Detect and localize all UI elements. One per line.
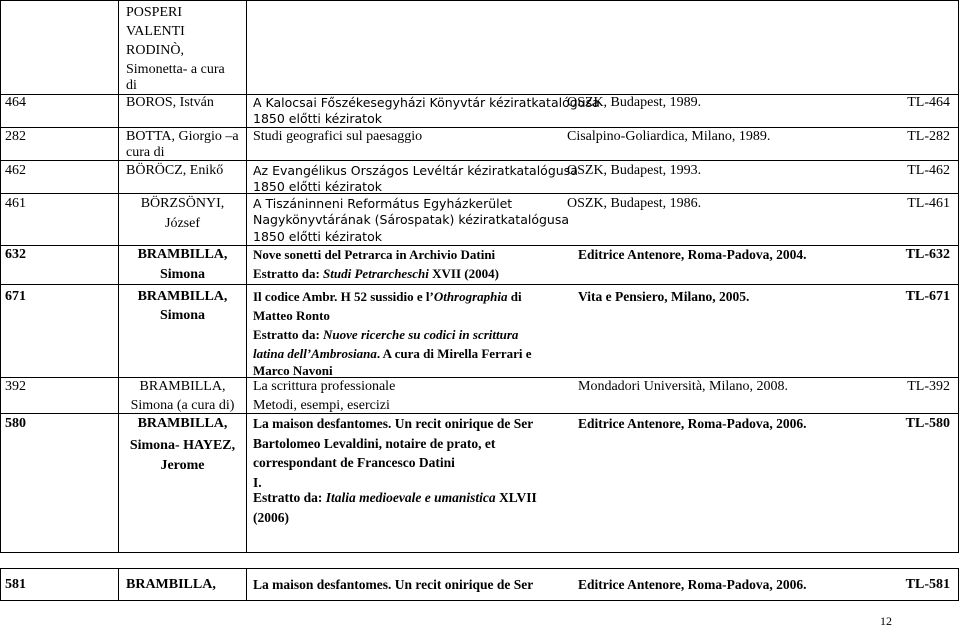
record-number: 392 bbox=[5, 379, 26, 394]
shelf-code: TL-581 bbox=[905, 577, 950, 592]
author-line: RODINÒ, bbox=[126, 43, 184, 58]
author: Simona bbox=[159, 267, 206, 282]
title-part: Estratto da: bbox=[253, 327, 324, 342]
title: La maison desfantomes. Un recit onirique de Ser bbox=[253, 577, 534, 592]
publisher: Cisalpino-Goliardica, Milano, 1989. bbox=[567, 129, 771, 144]
author: Simona bbox=[159, 308, 206, 323]
publisher: Vita e Pensiero, Milano, 2005. bbox=[578, 289, 750, 304]
record-number: 282 bbox=[5, 129, 26, 144]
title: correspondant de Francesco Datini bbox=[253, 455, 455, 470]
publisher: Mondadori Università, Milano, 2008. bbox=[578, 379, 788, 394]
record-number: 632 bbox=[5, 247, 26, 262]
title: Bartolomeo Levaldini, notaire de prato, et bbox=[253, 436, 496, 451]
title-part: Il codice Ambr. H 52 sussidio e l’ bbox=[253, 289, 434, 304]
publisher: OSZK, Budapest, 1986. bbox=[567, 196, 702, 211]
author: BRAMBILLA, bbox=[137, 289, 228, 304]
record-number: 464 bbox=[5, 95, 26, 110]
record-number: 461 bbox=[5, 196, 26, 211]
author: Simona (a cura di) bbox=[130, 398, 235, 413]
title-part: Othrographia bbox=[433, 289, 508, 304]
author-line: POSPERI bbox=[126, 5, 183, 20]
author: BRAMBILLA, bbox=[137, 416, 228, 431]
table-border-top bbox=[0, 0, 959, 1]
publisher: Editrice Antenore, Roma-Padova, 2006. bbox=[578, 416, 807, 431]
page-number: 12 bbox=[880, 614, 892, 628]
title: Marco Navoni bbox=[253, 363, 333, 378]
author: BOROS, István bbox=[126, 95, 214, 110]
title bbox=[253, 325, 518, 345]
table-border-bottom bbox=[0, 552, 959, 553]
title: 1850 előtti kéziratok bbox=[253, 111, 382, 126]
column-divider bbox=[246, 0, 247, 553]
author-line: di bbox=[126, 78, 137, 93]
author: BRAMBILLA, bbox=[139, 379, 226, 394]
column-divider bbox=[246, 568, 247, 601]
author: cura di bbox=[126, 145, 165, 160]
publisher: OSZK, Budapest, 1993. bbox=[567, 163, 702, 178]
title: A Kalocsai Főszékesegyházi Könyvtár kéziratkatalógusa bbox=[253, 95, 600, 110]
title: La scrittura professionale bbox=[253, 379, 396, 394]
author: Jerome bbox=[160, 458, 205, 473]
author: Simona- HAYEZ, bbox=[129, 438, 236, 453]
title bbox=[253, 287, 522, 307]
publisher: Editrice Antenore, Roma-Padova, 2006. bbox=[578, 577, 807, 592]
publisher: OSZK, Budapest, 1989. bbox=[567, 95, 702, 110]
record-number: 671 bbox=[5, 289, 26, 304]
title: I. bbox=[253, 475, 262, 490]
title: Nagykönyvtárának (Sárospatak) kéziratkatalógusa bbox=[253, 212, 570, 227]
title-part: . A cura di Mirella Ferrari e bbox=[376, 346, 532, 361]
title: 1850 előtti kéziratok bbox=[253, 179, 382, 194]
title: (2006) bbox=[253, 510, 289, 525]
title: Studi geografici sul paesaggio bbox=[253, 129, 423, 144]
record-number: 581 bbox=[5, 577, 26, 592]
title bbox=[253, 264, 499, 284]
title-part: Estratto da: bbox=[253, 266, 324, 281]
shelf-code: TL-282 bbox=[907, 129, 950, 144]
author-line: VALENTI bbox=[126, 24, 185, 39]
title: Az Evangélikus Országos Levéltár kéziratkatalógusa bbox=[253, 163, 578, 178]
shelf-code: TL-580 bbox=[905, 416, 950, 431]
title: Metodi, esempi, esercizi bbox=[253, 398, 390, 413]
title-part: XVII (2004) bbox=[428, 266, 499, 281]
shelf-code: TL-462 bbox=[907, 163, 950, 178]
title: 1850 előtti kéziratok bbox=[253, 229, 382, 244]
title bbox=[253, 488, 537, 508]
journal-name: Nuove ricerche su codici in scrittura bbox=[323, 327, 519, 342]
title-part: Estratto da: bbox=[253, 490, 326, 505]
shelf-code: TL-671 bbox=[905, 289, 950, 304]
author: BOTTA, Giorgio –a bbox=[126, 129, 239, 144]
shelf-code: TL-464 bbox=[907, 95, 950, 110]
title: Matteo Ronto bbox=[253, 308, 330, 323]
publisher: Editrice Antenore, Roma-Padova, 2004. bbox=[578, 247, 807, 262]
table-border-top bbox=[0, 568, 959, 569]
column-divider bbox=[118, 568, 119, 601]
record-number: 462 bbox=[5, 163, 26, 178]
author: BRAMBILLA, bbox=[126, 577, 216, 592]
journal-name: Italia medioevale e umanistica bbox=[325, 490, 496, 505]
journal-name: Studi Petrarcheschi bbox=[323, 266, 429, 281]
title-part: XLVII bbox=[495, 490, 537, 505]
title: La maison desfantomes. Un recit onirique de Ser bbox=[253, 416, 534, 431]
author: BRAMBILLA, bbox=[137, 247, 228, 262]
author-line: Simonetta- a cura bbox=[126, 62, 225, 77]
column-divider bbox=[0, 568, 1, 601]
journal-name: latina dell’Ambrosiana bbox=[253, 346, 377, 361]
author: BÖRZSÖNYI, bbox=[140, 196, 225, 211]
table-border-bottom bbox=[0, 600, 959, 601]
author: József bbox=[165, 216, 200, 231]
title-part: di bbox=[507, 289, 522, 304]
title: Nove sonetti del Petrarca in Archivio Datini bbox=[253, 247, 496, 262]
column-divider bbox=[0, 0, 1, 553]
author: BÖRÖCZ, Enikő bbox=[126, 163, 224, 178]
record-number: 580 bbox=[5, 416, 26, 431]
title: A Tiszáninneni Református Egyházkerület bbox=[253, 196, 513, 211]
shelf-code: TL-632 bbox=[905, 247, 950, 262]
shelf-code: TL-392 bbox=[907, 379, 950, 394]
shelf-code: TL-461 bbox=[907, 196, 950, 211]
